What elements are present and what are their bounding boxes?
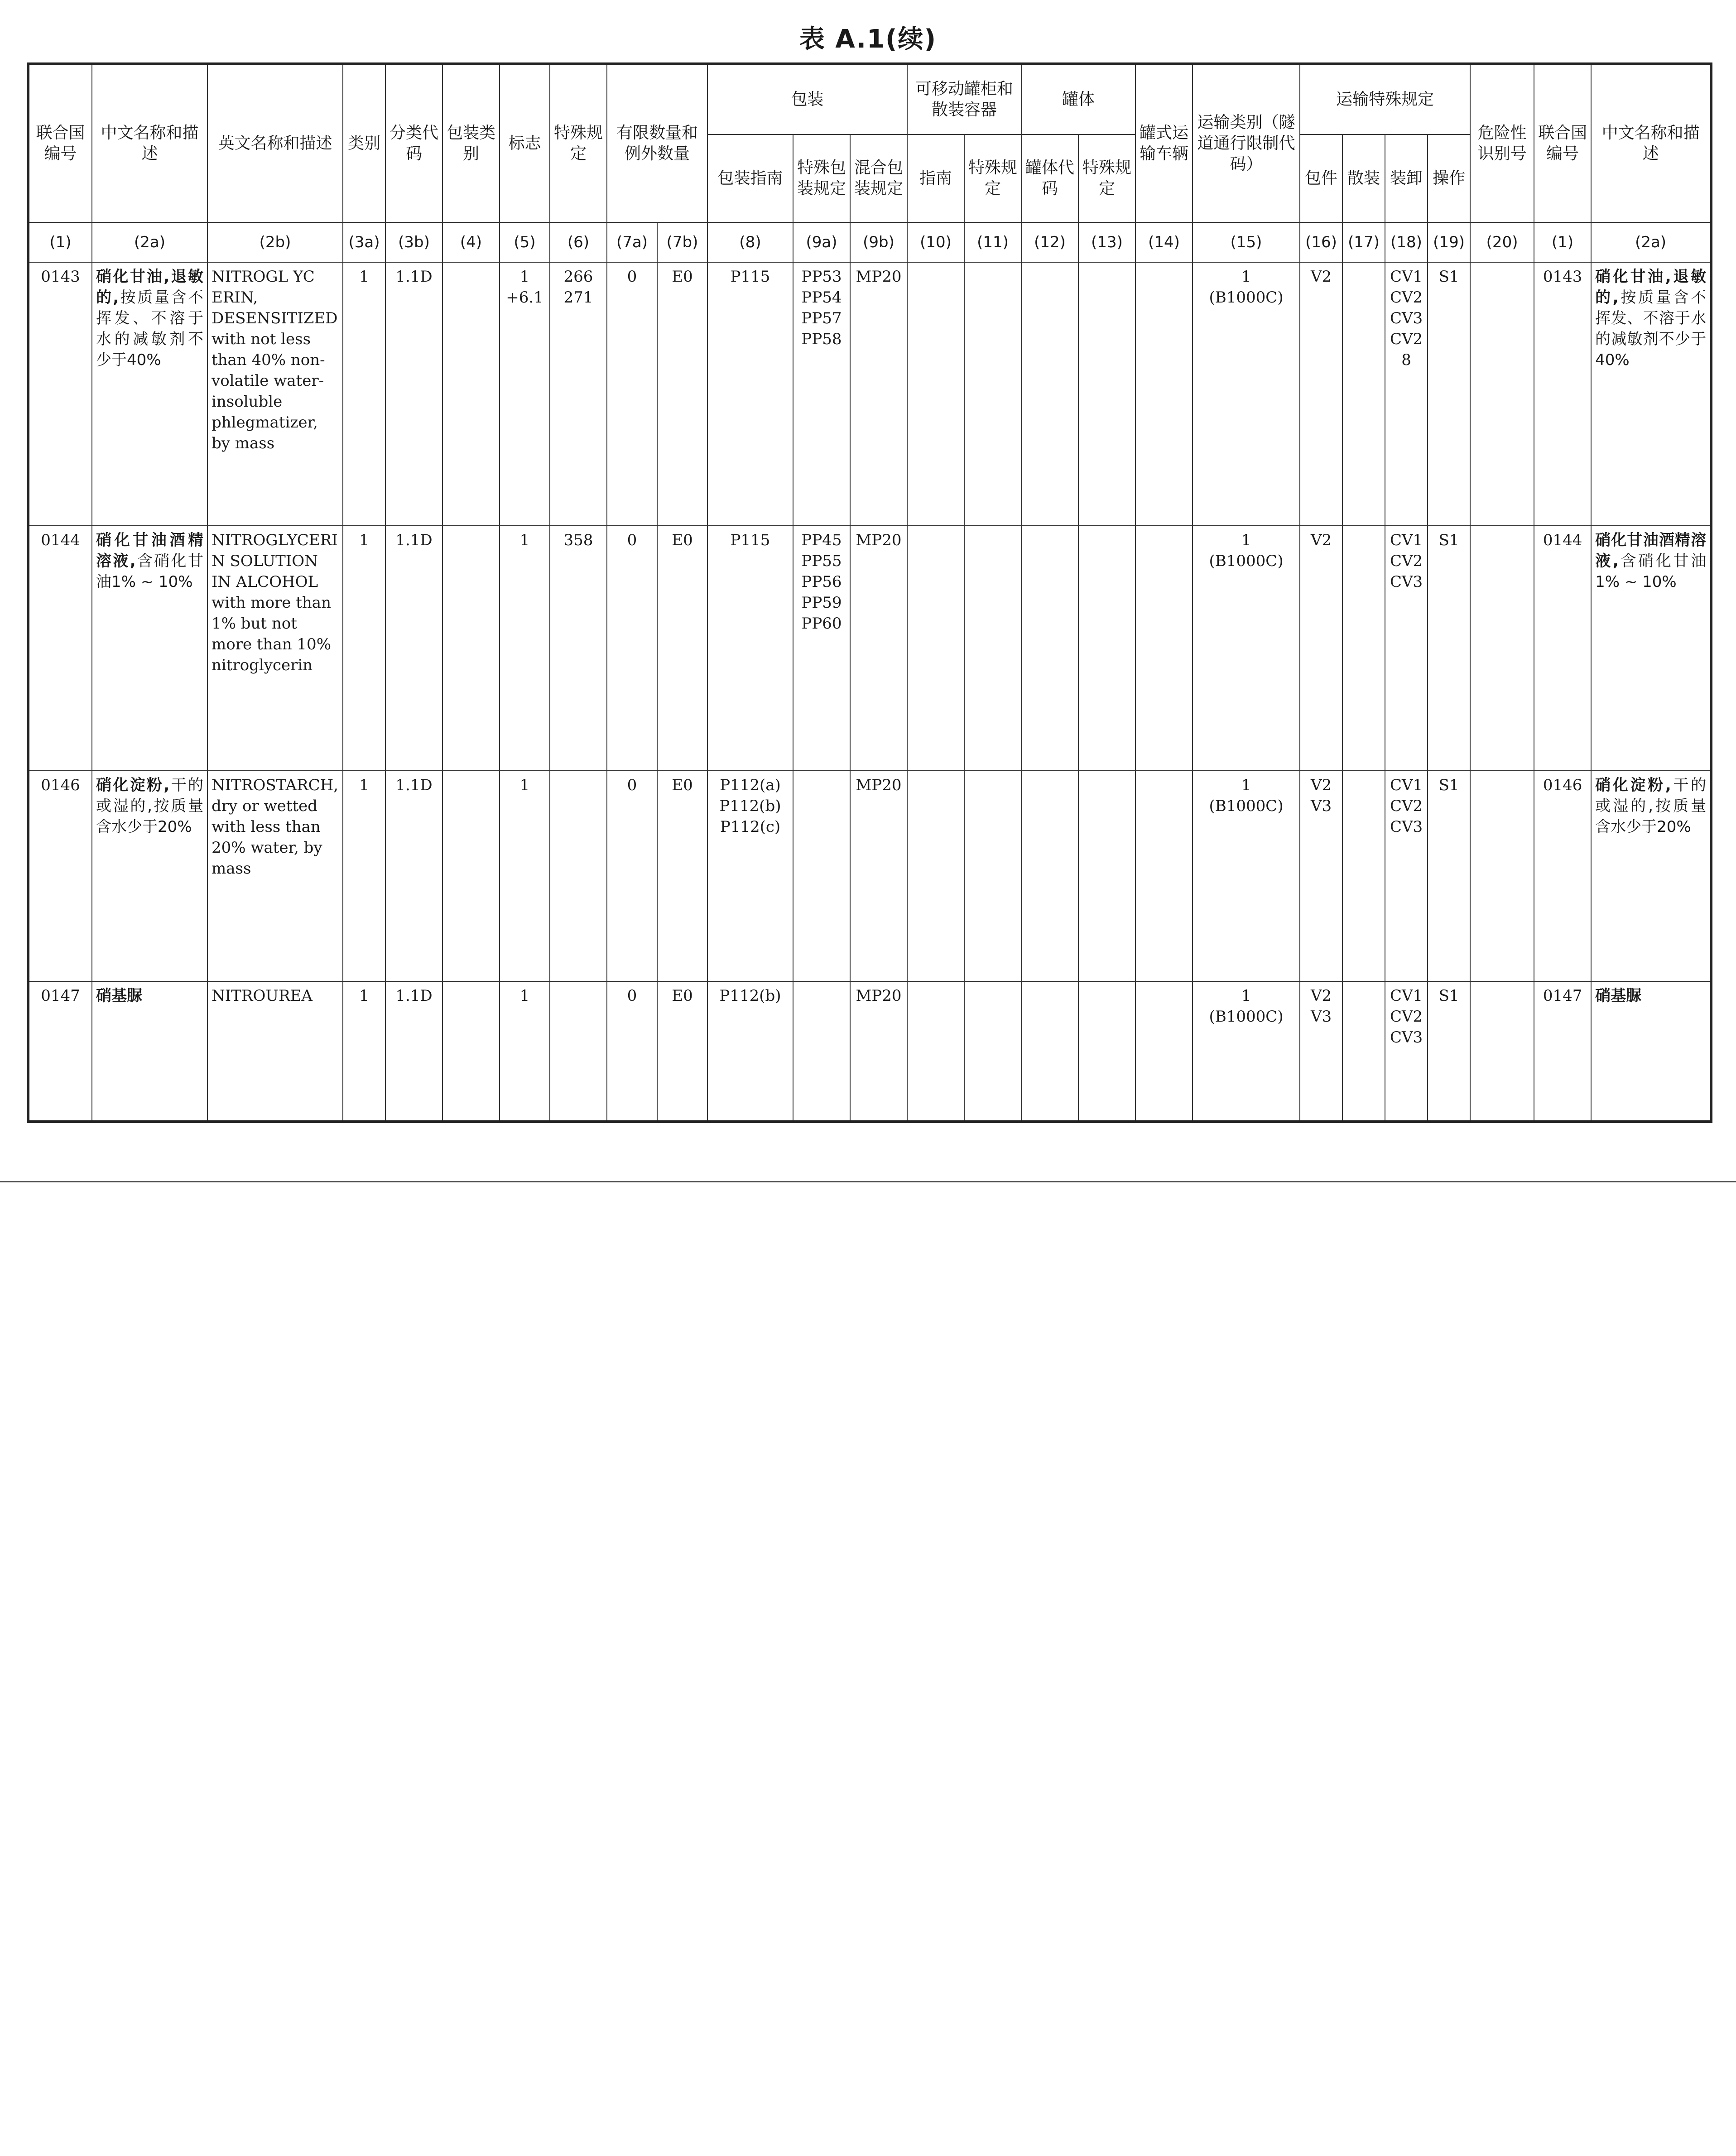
column-number: (1)	[1534, 222, 1591, 262]
column-number: (11)	[964, 222, 1021, 262]
cell-pack-instr	[707, 526, 793, 771]
cell-pt-special	[964, 771, 1021, 981]
cell-pack-special-line: PP45	[801, 531, 842, 549]
header-class-code: 分类代码	[385, 64, 442, 222]
header-operation: 操作	[1428, 134, 1470, 222]
cell-loading-line: CV2	[1390, 552, 1423, 570]
cell-pt-special	[964, 981, 1021, 1122]
cell-special	[550, 981, 607, 1122]
cell-name-zh-right-bold: 硝化淀粉,	[1595, 776, 1671, 794]
cell-loading-line: CV1	[1390, 531, 1423, 549]
cell-name-zh-right-bold: 硝化甘油酒精溶液,	[1595, 531, 1707, 570]
cell-name-en: NITROUREA	[207, 981, 343, 1122]
cell-loading	[1385, 981, 1428, 1122]
cell-operation: S1	[1428, 262, 1470, 526]
cell-pack-special-line: PP60	[801, 615, 842, 633]
page-rule	[0, 1181, 1736, 1182]
cell-class: 1	[343, 526, 385, 771]
column-number: (7b)	[657, 222, 707, 262]
header-pt-special: 特殊规定	[964, 134, 1021, 222]
cell-class-code: 1.1D	[385, 981, 442, 1122]
cell-pt-special	[964, 262, 1021, 526]
cell-name-zh-right-desc: 含硝化甘油1% ~ 10%	[1595, 552, 1707, 591]
cell-transport-cat-line: (B1000C)	[1209, 288, 1284, 307]
cell-pack-instr	[707, 771, 793, 981]
cell-pack-group	[442, 262, 500, 526]
header-limited-qty: 有限数量和例外数量	[607, 64, 707, 222]
cell-package	[1300, 981, 1342, 1122]
cell-transport-cat-line: (B1000C)	[1209, 1008, 1284, 1026]
cell-name-en: NITROGLYCERIN SOLUTION IN ALCOHOL with more than 1% but not more than 10% nitroglycerin	[207, 526, 343, 771]
header-un-no: 联合国编号	[28, 64, 92, 222]
cell-special-line: 358	[563, 531, 593, 549]
header-pack-group: 包装类别	[442, 64, 500, 222]
header-mixed-pack: 混合包装规定	[850, 134, 907, 222]
cell-transport-cat-line: 1	[1241, 531, 1251, 549]
cell-pack-special-line: PP53	[801, 268, 842, 286]
cell-mixed-pack: MP20	[850, 262, 907, 526]
cell-pack-special-line: PP56	[801, 573, 842, 591]
header-tank-code: 罐体代码	[1021, 134, 1078, 222]
cell-tank-code	[1021, 526, 1078, 771]
cell-package	[1300, 526, 1342, 771]
cell-loading-line: CV3	[1390, 818, 1423, 836]
cell-pack-instr	[707, 981, 793, 1122]
header-label: 标志	[500, 64, 550, 222]
cell-pack-group	[442, 771, 500, 981]
cell-transport-cat-line: 1	[1241, 987, 1251, 1005]
cell-pack-special-line: PP59	[801, 594, 842, 612]
header-tank-vehicle: 罐式运输车辆	[1135, 64, 1193, 222]
column-number: (16)	[1300, 222, 1342, 262]
column-number: (12)	[1021, 222, 1078, 262]
cell-mixed-pack: MP20	[850, 526, 907, 771]
header-bulk: 散装	[1342, 134, 1385, 222]
cell-un-no-right: 0147	[1534, 981, 1591, 1122]
cell-limited-qty: 0	[607, 981, 657, 1122]
cell-label	[500, 526, 550, 771]
cell-excepted-qty: E0	[657, 262, 707, 526]
cell-loading-line: CV1	[1390, 268, 1423, 286]
column-number: (1)	[28, 222, 92, 262]
cell-un-no-right: 0143	[1534, 262, 1591, 526]
cell-bulk	[1342, 981, 1385, 1122]
cell-tank-special	[1078, 771, 1135, 981]
cell-name-zh-desc: 干的或湿的,按质量含水少于20%	[96, 776, 204, 836]
cell-loading-line: CV2	[1390, 288, 1423, 307]
column-number: (6)	[550, 222, 607, 262]
cell-transport-cat-line: (B1000C)	[1209, 552, 1284, 570]
cell-hazard-id	[1470, 262, 1534, 526]
cell-un-no: 0143	[28, 262, 92, 526]
column-number: (19)	[1428, 222, 1470, 262]
cell-pack-special-line: PP55	[801, 552, 842, 570]
column-number: (2b)	[207, 222, 343, 262]
table-row	[28, 526, 1711, 771]
cell-tank-special	[1078, 981, 1135, 1122]
header-transport-special: 运输特殊规定	[1300, 64, 1470, 134]
cell-name-zh-bold: 硝化甘油,退敏的,	[96, 268, 203, 307]
cell-label-line: 1	[519, 268, 530, 286]
cell-name-zh-right-bold: 硝基脲	[1595, 987, 1642, 1005]
cell-package-line: V2	[1310, 987, 1332, 1005]
cell-label-line: 1	[519, 531, 530, 549]
cell-transport-cat	[1193, 262, 1300, 526]
cell-pack-instr-line: P115	[730, 531, 770, 549]
cell-label-line: +6.1	[506, 288, 543, 307]
cell-name-zh-right	[1591, 526, 1711, 771]
header-un-no-right: 联合国编号	[1534, 64, 1591, 222]
cell-loading	[1385, 526, 1428, 771]
cell-class-code: 1.1D	[385, 771, 442, 981]
cell-transport-cat-line: (B1000C)	[1209, 797, 1284, 815]
cell-name-en: NITROSTARCH, dry or wetted with less than 20% water, by mass	[207, 771, 343, 981]
column-number-row	[28, 222, 1711, 262]
cell-limited-qty: 0	[607, 262, 657, 526]
cell-pack-special-line: PP54	[801, 288, 842, 307]
cell-name-en: NITROGL YC ERIN, DESENSITIZED with not less than 40% non-volatile water-insoluble phlegmatizer, by mass	[207, 262, 343, 526]
cell-loading-line: CV2	[1390, 797, 1423, 815]
cell-package-line: V3	[1310, 797, 1332, 815]
table-row	[28, 262, 1711, 526]
header-packaging: 包装	[707, 64, 907, 134]
cell-name-zh-right-desc: 干的或湿的,按质量含水少于20%	[1595, 776, 1707, 836]
cell-name-zh	[92, 262, 207, 526]
column-number: (14)	[1135, 222, 1193, 262]
cell-transport-cat	[1193, 771, 1300, 981]
cell-hazard-id	[1470, 526, 1534, 771]
cell-tank-code	[1021, 981, 1078, 1122]
cell-transport-cat-line: 1	[1241, 776, 1251, 794]
table-row	[28, 981, 1711, 1122]
cell-special-line: 266	[563, 268, 593, 286]
cell-tank-code	[1021, 771, 1078, 981]
cell-loading-line: CV1	[1390, 987, 1423, 1005]
header-transport-cat: 运输类别（隧道通行限制代码）	[1193, 64, 1300, 222]
cell-package-line: V2	[1310, 268, 1332, 286]
cell-tank-vehicle	[1135, 771, 1193, 981]
header-class: 类别	[343, 64, 385, 222]
cell-package-line: V2	[1310, 776, 1332, 794]
cell-label	[500, 262, 550, 526]
cell-loading	[1385, 262, 1428, 526]
column-number: (18)	[1385, 222, 1428, 262]
cell-tank-vehicle	[1135, 526, 1193, 771]
header-special: 特殊规定	[550, 64, 607, 222]
cell-label	[500, 771, 550, 981]
cell-loading	[1385, 771, 1428, 981]
cell-name-zh-right	[1591, 262, 1711, 526]
cell-pack-group	[442, 981, 500, 1122]
cell-loading-line: CV1	[1390, 776, 1423, 794]
cell-excepted-qty: E0	[657, 981, 707, 1122]
dangerous-goods-table	[27, 62, 1712, 1123]
cell-pack-instr-line: P112(a)	[720, 776, 781, 794]
cell-class: 1	[343, 981, 385, 1122]
column-number: (4)	[442, 222, 500, 262]
cell-pack-special-line: PP57	[801, 309, 842, 327]
header-tank-special: 特殊规定	[1078, 134, 1135, 222]
cell-class-code: 1.1D	[385, 526, 442, 771]
cell-label-line: 1	[519, 776, 530, 794]
cell-bulk	[1342, 526, 1385, 771]
cell-un-no-right: 0146	[1534, 771, 1591, 981]
cell-label	[500, 981, 550, 1122]
table-body	[28, 262, 1711, 1122]
cell-un-no: 0147	[28, 981, 92, 1122]
cell-transport-cat-line: 1	[1241, 268, 1251, 286]
table-row	[28, 771, 1711, 981]
cell-package-line: V3	[1310, 1008, 1332, 1026]
cell-un-no: 0144	[28, 526, 92, 771]
cell-name-zh	[92, 771, 207, 981]
column-number: (2a)	[92, 222, 207, 262]
cell-pack-instr	[707, 262, 793, 526]
cell-bulk	[1342, 771, 1385, 981]
header-pack-special: 特殊包装规定	[793, 134, 850, 222]
cell-label-line: 1	[519, 987, 530, 1005]
cell-pack-group	[442, 526, 500, 771]
cell-tank-code	[1021, 262, 1078, 526]
cell-excepted-qty: E0	[657, 526, 707, 771]
cell-mixed-pack: MP20	[850, 771, 907, 981]
column-number: (7a)	[607, 222, 657, 262]
cell-package	[1300, 771, 1342, 981]
column-number: (8)	[707, 222, 793, 262]
header-name-en: 英文名称和描述	[207, 64, 343, 222]
column-number: (20)	[1470, 222, 1534, 262]
cell-hazard-id	[1470, 981, 1534, 1122]
cell-pack-instr-line: P112(c)	[720, 818, 781, 836]
cell-pack-special	[793, 981, 850, 1122]
cell-special	[550, 526, 607, 771]
cell-tank-special	[1078, 526, 1135, 771]
cell-pt-instr	[907, 526, 964, 771]
cell-special	[550, 262, 607, 526]
cell-name-zh-desc: 按质量含不挥发、不溶于水的减敏剂不少于40%	[96, 288, 203, 369]
cell-transport-cat	[1193, 526, 1300, 771]
cell-tank-vehicle	[1135, 981, 1193, 1122]
cell-excepted-qty: E0	[657, 771, 707, 981]
cell-tank-special	[1078, 262, 1135, 526]
header-portable-tank: 可移动罐柜和散装容器	[907, 64, 1021, 134]
cell-special-line: 271	[563, 288, 593, 307]
cell-package	[1300, 262, 1342, 526]
column-number: (17)	[1342, 222, 1385, 262]
cell-mixed-pack: MP20	[850, 981, 907, 1122]
cell-pack-instr-line: P112(b)	[719, 797, 781, 815]
cell-name-zh	[92, 981, 207, 1122]
cell-name-zh-bold: 硝化淀粉,	[96, 776, 170, 794]
cell-name-zh-right-bold: 硝化甘油,退敏的,	[1595, 268, 1707, 307]
cell-special	[550, 771, 607, 981]
cell-pt-special	[964, 526, 1021, 771]
column-number: (3b)	[385, 222, 442, 262]
column-number: (5)	[500, 222, 550, 262]
cell-name-zh-bold: 硝化甘油酒精溶液,	[96, 531, 203, 570]
cell-name-zh-desc: 含硝化甘油1% ~ 10%	[96, 552, 203, 591]
column-number: (9b)	[850, 222, 907, 262]
cell-pt-instr	[907, 262, 964, 526]
cell-loading-line: CV28	[1390, 330, 1423, 369]
cell-hazard-id	[1470, 771, 1534, 981]
cell-loading-line: CV2	[1390, 1008, 1423, 1026]
header-tank: 罐体	[1021, 64, 1135, 134]
header-hazard-id: 危险性识别号	[1470, 64, 1534, 222]
cell-un-no: 0146	[28, 771, 92, 981]
cell-name-zh-bold: 硝基脲	[96, 987, 142, 1005]
header-pt-instr: 指南	[907, 134, 964, 222]
cell-pack-instr-line: P112(b)	[719, 987, 781, 1005]
column-number: (2a)	[1591, 222, 1711, 262]
cell-name-zh	[92, 526, 207, 771]
cell-operation: S1	[1428, 526, 1470, 771]
cell-tank-vehicle	[1135, 262, 1193, 526]
cell-pack-special	[793, 526, 850, 771]
cell-loading-line: CV3	[1390, 309, 1423, 327]
cell-limited-qty: 0	[607, 771, 657, 981]
cell-name-zh-right	[1591, 981, 1711, 1122]
column-number: (9a)	[793, 222, 850, 262]
cell-pack-special	[793, 262, 850, 526]
cell-limited-qty: 0	[607, 526, 657, 771]
column-number: (15)	[1193, 222, 1300, 262]
cell-pt-instr	[907, 981, 964, 1122]
cell-class: 1	[343, 771, 385, 981]
cell-name-zh-right-desc: 按质量含不挥发、不溶于水的减敏剂不少于40%	[1595, 288, 1707, 369]
cell-package-line: V2	[1310, 531, 1332, 549]
cell-loading-line: CV3	[1390, 573, 1423, 591]
cell-loading-line: CV3	[1390, 1028, 1423, 1047]
cell-bulk	[1342, 262, 1385, 526]
header-name-zh-right: 中文名称和描述	[1591, 64, 1711, 222]
header-pack-instr: 包装指南	[707, 134, 793, 222]
cell-pack-special-line: PP58	[801, 330, 842, 348]
cell-pack-special	[793, 771, 850, 981]
cell-operation: S1	[1428, 771, 1470, 981]
cell-un-no-right: 0144	[1534, 526, 1591, 771]
column-number: (3a)	[343, 222, 385, 262]
cell-class: 1	[343, 262, 385, 526]
header-package: 包件	[1300, 134, 1342, 222]
column-number: (10)	[907, 222, 964, 262]
table-caption: 表 A.1(续)	[799, 24, 937, 54]
column-number: (13)	[1078, 222, 1135, 262]
cell-transport-cat	[1193, 981, 1300, 1122]
cell-class-code: 1.1D	[385, 262, 442, 526]
cell-pt-instr	[907, 771, 964, 981]
header-name-zh: 中文名称和描述	[92, 64, 207, 222]
cell-operation: S1	[1428, 981, 1470, 1122]
cell-name-zh-right	[1591, 771, 1711, 981]
cell-pack-instr-line: P115	[730, 268, 770, 286]
header-loading: 装卸	[1385, 134, 1428, 222]
